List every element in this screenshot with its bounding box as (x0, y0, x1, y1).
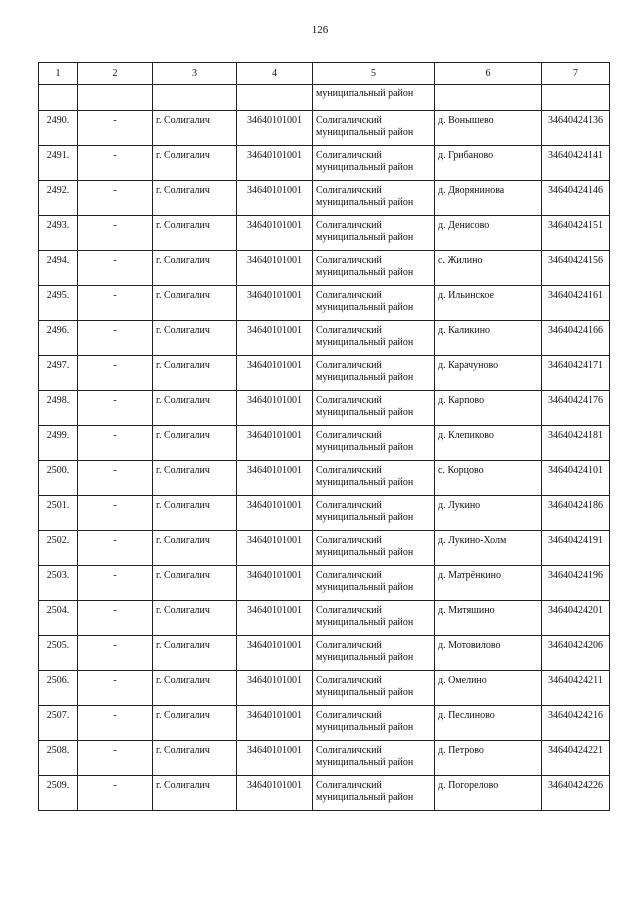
district-line: Солигаличский (316, 535, 382, 546)
table-cell (313, 356, 435, 391)
table-row (39, 356, 610, 391)
table-cell: 34640424166 (542, 321, 610, 356)
table-cell (313, 531, 435, 566)
table-cell: д. Лукино-Холм (435, 531, 542, 566)
table-cell: 34640424146 (542, 181, 610, 216)
table-row (39, 566, 610, 601)
table-cell: 34640424136 (542, 111, 610, 146)
table-cell: 34640424226 (542, 776, 610, 811)
column-header: 5 (313, 63, 435, 85)
district-line: Солигаличский (316, 360, 382, 371)
table-cell: с. Корцово (435, 461, 542, 496)
table-cell: - (78, 741, 153, 776)
district-line: Солигаличский (316, 255, 382, 266)
table-row (39, 146, 610, 181)
table-cell: - (78, 146, 153, 181)
column-header: 7 (542, 63, 610, 85)
table-cell: - (78, 216, 153, 251)
table-row (39, 671, 610, 706)
table-cell: д. Омелино (435, 671, 542, 706)
table-cell: 34640424201 (542, 601, 610, 636)
district-line: муниципальный район (316, 582, 414, 593)
table-row (39, 391, 610, 426)
district-line: муниципальный район (316, 197, 414, 208)
table-cell: - (78, 461, 153, 496)
registry-table (38, 62, 610, 811)
table-cell: г. Солигалич (153, 321, 237, 356)
table-cell: г. Солигалич (153, 566, 237, 601)
header-row (39, 63, 610, 85)
table-cell: 34640101001 (237, 216, 313, 251)
row-number-cell: 2497. (39, 356, 78, 391)
row-number-cell: 2499. (39, 426, 78, 461)
district-line: Солигаличский (316, 745, 382, 756)
table-row (39, 601, 610, 636)
table-cell: 34640424211 (542, 671, 610, 706)
table-cell: г. Солигалич (153, 461, 237, 496)
table-row (39, 461, 610, 496)
table-row (39, 286, 610, 321)
table-cell (313, 146, 435, 181)
table-cell: д. Карпово (435, 391, 542, 426)
table-cell (313, 566, 435, 601)
table-cell: д. Карачуново (435, 356, 542, 391)
table-cell: - (78, 286, 153, 321)
district-line: муниципальный район (316, 547, 414, 558)
table-cell: г. Солигалич (153, 391, 237, 426)
row-number-cell: 2506. (39, 671, 78, 706)
table-cell: д. Ильинское (435, 286, 542, 321)
table-row (39, 636, 610, 671)
district-line: Солигаличский (316, 290, 382, 301)
table-cell (237, 85, 313, 111)
district-line: Солигаличский (316, 220, 382, 231)
table-cell: д. Погорелово (435, 776, 542, 811)
table-cell: д. Каликино (435, 321, 542, 356)
table-row (39, 321, 610, 356)
table-cell: 34640424191 (542, 531, 610, 566)
table-cell: 34640424176 (542, 391, 610, 426)
table-cell: 34640424221 (542, 741, 610, 776)
table-cell: г. Солигалич (153, 706, 237, 741)
table-cell: г. Солигалич (153, 146, 237, 181)
row-number-cell: 2504. (39, 601, 78, 636)
table-cell: - (78, 181, 153, 216)
district-line: муниципальный район (316, 372, 414, 383)
table-cell: г. Солигалич (153, 286, 237, 321)
table-cell: 34640101001 (237, 181, 313, 216)
table-cell: - (78, 321, 153, 356)
district-line: муниципальный район (316, 512, 414, 523)
table-cell (313, 706, 435, 741)
column-header: 6 (435, 63, 542, 85)
table-cell: г. Солигалич (153, 531, 237, 566)
table-cell: - (78, 426, 153, 461)
table-cell: г. Солигалич (153, 636, 237, 671)
district-line: муниципальный район (316, 232, 414, 243)
table-cell: г. Солигалич (153, 741, 237, 776)
row-number-cell: 2495. (39, 286, 78, 321)
column-header: 4 (237, 63, 313, 85)
column-header: 1 (39, 63, 78, 85)
table-cell: - (78, 601, 153, 636)
column-header: 2 (78, 63, 153, 85)
table-cell (435, 85, 542, 111)
table-cell: муниципальный район (313, 85, 435, 111)
table-cell (313, 321, 435, 356)
district-line: Солигаличский (316, 640, 382, 651)
table-cell: 34640101001 (237, 391, 313, 426)
table-cell: 34640101001 (237, 741, 313, 776)
table-cell: 34640101001 (237, 146, 313, 181)
table-cell: 34640101001 (237, 426, 313, 461)
table-cell: - (78, 566, 153, 601)
continuation-row (39, 85, 610, 111)
table-body (39, 85, 610, 811)
table-row (39, 111, 610, 146)
table-cell: 34640424156 (542, 251, 610, 286)
district-line: Солигаличский (316, 500, 382, 511)
table-cell: 34640101001 (237, 321, 313, 356)
table-cell: 34640101001 (237, 286, 313, 321)
table-row (39, 216, 610, 251)
table-cell (313, 671, 435, 706)
table-cell: д. Матрёнкино (435, 566, 542, 601)
table-cell: - (78, 111, 153, 146)
table-cell: 34640424141 (542, 146, 610, 181)
row-number-cell: 2498. (39, 391, 78, 426)
row-number-cell: 2501. (39, 496, 78, 531)
district-line: Солигаличский (316, 570, 382, 581)
table-cell: 34640101001 (237, 531, 313, 566)
table-row (39, 776, 610, 811)
row-number-cell: 2492. (39, 181, 78, 216)
table-row (39, 251, 610, 286)
table-cell: д. Мотовилово (435, 636, 542, 671)
table-cell (313, 111, 435, 146)
table-cell: д. Песлиново (435, 706, 542, 741)
table-cell: 34640424151 (542, 216, 610, 251)
table-cell (313, 776, 435, 811)
table-cell (542, 85, 610, 111)
table-cell: 34640101001 (237, 356, 313, 391)
table-cell: г. Солигалич (153, 111, 237, 146)
table-row (39, 496, 610, 531)
table-cell: д. Денисово (435, 216, 542, 251)
district-line: Солигаличский (316, 780, 382, 791)
district-line: Солигаличский (316, 115, 382, 126)
district-line: муниципальный район (316, 722, 414, 733)
district-line: Солигаличский (316, 675, 382, 686)
table-cell (313, 601, 435, 636)
table-cell: д. Клепиково (435, 426, 542, 461)
table-cell: 34640101001 (237, 566, 313, 601)
district-line: муниципальный район (316, 162, 414, 173)
table-cell: г. Солигалич (153, 181, 237, 216)
district-line: Солигаличский (316, 605, 382, 616)
district-line: муниципальный район (316, 757, 414, 768)
table-row (39, 741, 610, 776)
table-cell: 34640101001 (237, 776, 313, 811)
district-line: Солигаличский (316, 430, 382, 441)
table-row (39, 181, 610, 216)
table-cell: г. Солигалич (153, 601, 237, 636)
row-number-cell: 2490. (39, 111, 78, 146)
district-line: Солигаличский (316, 150, 382, 161)
district-line: муниципальный район (316, 407, 414, 418)
table-cell: - (78, 531, 153, 566)
district-line: Солигаличский (316, 395, 382, 406)
table-cell: - (78, 496, 153, 531)
table-cell: 34640424171 (542, 356, 610, 391)
district-line: муниципальный район (316, 792, 414, 803)
table-cell: 34640101001 (237, 111, 313, 146)
table-cell: 34640424186 (542, 496, 610, 531)
table-cell (313, 286, 435, 321)
table-cell (313, 181, 435, 216)
district-line: муниципальный район (316, 652, 414, 663)
district-line: Солигаличский (316, 465, 382, 476)
district-line: Солигаличский (316, 325, 382, 336)
table-cell: 34640424216 (542, 706, 610, 741)
district-line: муниципальный район (316, 687, 414, 698)
row-number-cell: 2508. (39, 741, 78, 776)
table-cell: - (78, 251, 153, 286)
table-cell: г. Солигалич (153, 216, 237, 251)
row-number-cell: 2494. (39, 251, 78, 286)
district-line: муниципальный район (316, 337, 414, 348)
table-row (39, 426, 610, 461)
row-number-cell: 2496. (39, 321, 78, 356)
table-cell: 34640101001 (237, 706, 313, 741)
table-cell (313, 391, 435, 426)
table-cell (313, 636, 435, 671)
table-row (39, 706, 610, 741)
table-cell: - (78, 356, 153, 391)
row-number-cell: 2500. (39, 461, 78, 496)
table-cell: д. Петрово (435, 741, 542, 776)
table-cell: г. Солигалич (153, 776, 237, 811)
district-line: муниципальный район (316, 477, 414, 488)
table-cell: 34640101001 (237, 251, 313, 286)
table-cell: 34640424181 (542, 426, 610, 461)
table-cell: 34640101001 (237, 671, 313, 706)
table-cell: с. Жилино (435, 251, 542, 286)
district-line: Солигаличский (316, 710, 382, 721)
table-cell: - (78, 391, 153, 426)
district-line: Солигаличский (316, 185, 382, 196)
table-cell (78, 85, 153, 111)
row-number-cell: 2505. (39, 636, 78, 671)
district-line: муниципальный район (316, 127, 414, 138)
column-header: 3 (153, 63, 237, 85)
table-cell (313, 251, 435, 286)
table-cell: - (78, 776, 153, 811)
row-number-cell: 2503. (39, 566, 78, 601)
table-cell: 34640424206 (542, 636, 610, 671)
district-line: муниципальный район (316, 302, 414, 313)
district-line: муниципальный район (316, 267, 414, 278)
table-cell: г. Солигалич (153, 671, 237, 706)
table-cell: г. Солигалич (153, 356, 237, 391)
table-cell: 34640101001 (237, 496, 313, 531)
table-cell: 34640424161 (542, 286, 610, 321)
table-cell: г. Солигалич (153, 426, 237, 461)
table-cell: д. Дворянинова (435, 181, 542, 216)
table-cell: 34640101001 (237, 636, 313, 671)
table-cell: 34640101001 (237, 601, 313, 636)
table-cell: 34640101001 (237, 461, 313, 496)
table-cell (39, 85, 78, 111)
table-cell (313, 461, 435, 496)
row-number-cell: 2491. (39, 146, 78, 181)
table-cell (313, 426, 435, 461)
table-cell: - (78, 636, 153, 671)
table-cell: г. Солигалич (153, 251, 237, 286)
table-cell: д. Грибаново (435, 146, 542, 181)
row-number-cell: 2507. (39, 706, 78, 741)
table-cell: 34640424196 (542, 566, 610, 601)
table-cell: д. Лукино (435, 496, 542, 531)
district-line: муниципальный район (316, 442, 414, 453)
table-cell (313, 216, 435, 251)
row-number-cell: 2502. (39, 531, 78, 566)
table-cell (313, 741, 435, 776)
row-number-cell: 2509. (39, 776, 78, 811)
row-number-cell: 2493. (39, 216, 78, 251)
table-cell (313, 496, 435, 531)
district-line: муниципальный район (316, 617, 414, 628)
table-cell: д. Вонышево (435, 111, 542, 146)
table-cell: д. Митяшино (435, 601, 542, 636)
table-cell: - (78, 671, 153, 706)
table-cell: 34640424101 (542, 461, 610, 496)
table-cell (153, 85, 237, 111)
table-cell: - (78, 706, 153, 741)
page-number: 126 (311, 24, 329, 36)
table-cell: г. Солигалич (153, 496, 237, 531)
table-row (39, 531, 610, 566)
